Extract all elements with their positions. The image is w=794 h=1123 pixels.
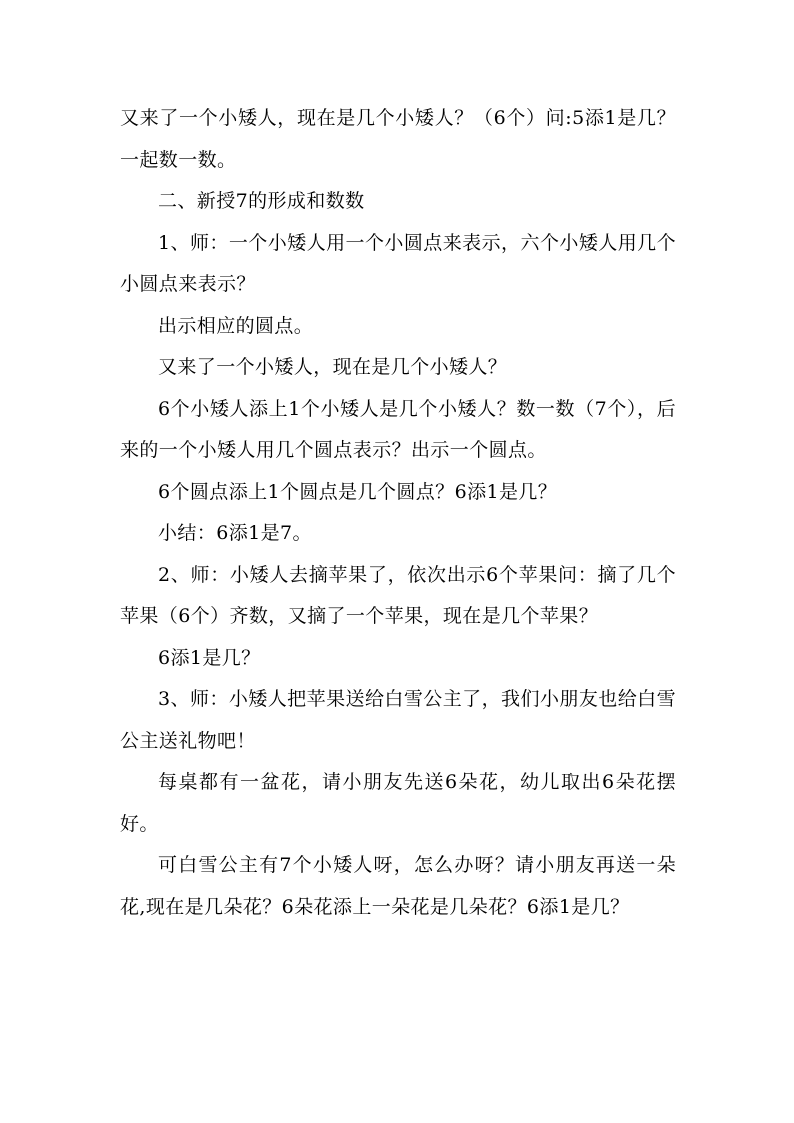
paragraph-10: 6添1是几？ xyxy=(158,646,261,669)
paragraph-1: 又来了一个小矮人，现在是几个小矮人？（6个）问:5添1是几？一起数一数。 xyxy=(120,107,676,171)
paragraph-summary: 小结：6添1是7。 xyxy=(158,522,312,544)
paragraph-6: 6个小矮人添上1个小矮人是几个小矮人？数一数（7个），后来的一个小矮人用几个圆点表示？出示一个圆点。 xyxy=(120,397,676,461)
paragraph-3: 1、师：一个小矮人用一个小圆点来表示，六个小矮人用几个小圆点来表示？ xyxy=(120,231,676,295)
paragraph-9: 2、师：小矮人去摘苹果了，依次出示6个苹果问：摘了几个苹果（6个）齐数，又摘了一个苹果，现在是几个苹果？ xyxy=(120,563,676,627)
document-body xyxy=(120,98,676,928)
paragraph-11: 3、师：小矮人把苹果送给白雪公主了，我们小朋友也给白雪公主送礼物吧！ xyxy=(120,688,676,752)
paragraph-13: 可白雪公主有7个小矮人呀，怎么办呀？请小朋友再送一朵花,现在是几朵花？6朵花添上一朵花是几朵花？6添1是几？ xyxy=(120,854,676,918)
paragraph-5: 又来了一个小矮人，现在是几个小矮人？ xyxy=(158,356,508,378)
section-heading-new-lesson: 二、新授7的形成和数数 xyxy=(158,190,365,212)
paragraph-4: 出示相应的圆点。 xyxy=(158,314,314,337)
paragraph-12: 每桌都有一盆花，请小朋友先送6朵花，幼儿取出6朵花摆好。 xyxy=(120,771,676,835)
paragraph-7: 6个圆点添上1个圆点是几个圆点？6添1是几？ xyxy=(158,480,558,503)
